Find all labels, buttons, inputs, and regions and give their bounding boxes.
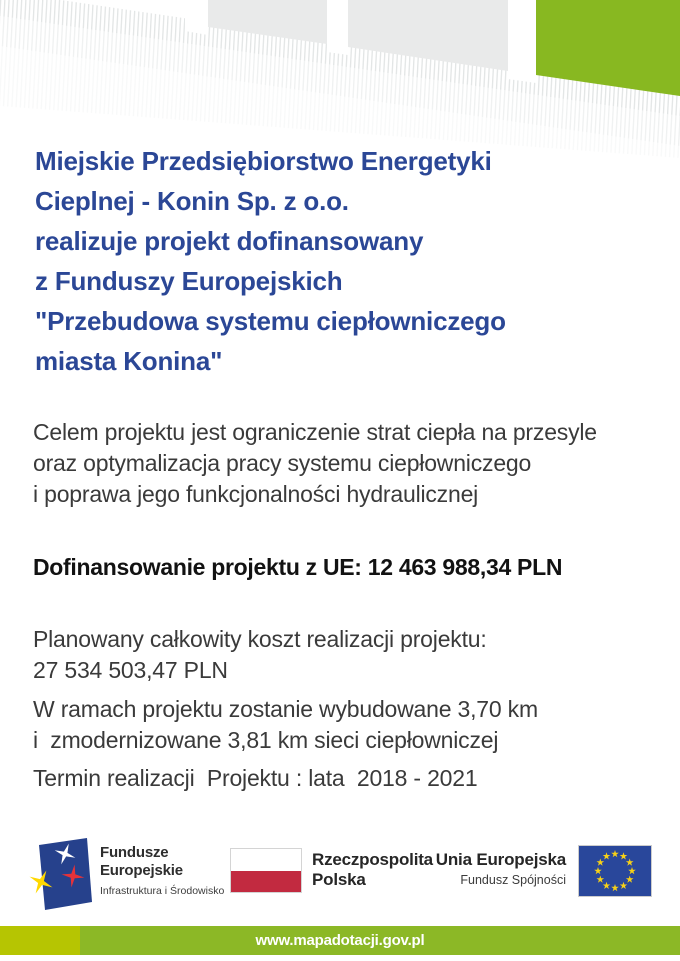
eu-subtitle: Fundusz Spójności — [460, 873, 566, 887]
fe-subtitle: Infrastruktura i Środowisko — [100, 885, 225, 897]
unia-europejska-label — [400, 850, 566, 887]
poland-flag-white-stripe — [231, 849, 301, 871]
eu-funding-amount: Dofinansowanie projektu z UE: 12 463 988,34 PLN — [33, 554, 563, 580]
poland-flag-icon — [230, 848, 302, 893]
logo-strip — [0, 830, 680, 922]
project-goal-text — [33, 417, 597, 510]
fe-title-line: Europejskie — [100, 862, 183, 879]
title-line: miasta Konina" — [35, 346, 223, 376]
goal-line: oraz optymalizacja pracy systemu ciepłowniczego — [33, 450, 532, 476]
project-term-text: Termin realizacji Projektu : lata 2018 - 2021 — [33, 765, 478, 791]
title-line: Cieplnej - Konin Sp. z o.o. — [35, 186, 349, 216]
fundusze-europejskie-flag-icon — [26, 836, 94, 914]
pl-label-line: Polska — [312, 870, 366, 889]
fe-title-line: Fundusze — [100, 844, 169, 861]
project-title — [35, 141, 506, 381]
poland-flag-red-stripe — [231, 871, 301, 893]
cost-line: Planowany całkowity koszt realizacji projektu: — [33, 626, 487, 652]
title-line: realizuje projekt dofinansowany — [35, 226, 424, 256]
total-cost-text — [33, 624, 487, 686]
goal-line: Celem projektu jest ograniczenie strat ciepła na przesyle — [33, 419, 597, 445]
title-line: z Funduszy Europejskich — [35, 266, 343, 296]
goal-line: i poprawa jego funkcjonalności hydraulicznej — [33, 481, 479, 507]
fe-flag-shape — [39, 838, 92, 910]
project-scope-text — [33, 694, 538, 756]
footer-url: www.mapadotacji.gov.pl — [255, 932, 425, 949]
title-line: "Przebudowa systemu ciepłowniczego — [35, 306, 506, 336]
scope-line: i zmodernizowane 3,81 km sieci ciepłowniczej — [33, 727, 499, 753]
eu-title: Unia Europejska — [435, 850, 566, 869]
cost-line: 27 534 503,47 PLN — [33, 657, 228, 683]
footer-bar — [0, 926, 680, 955]
header-decoration — [0, 0, 680, 158]
scope-line: W ramach projektu zostanie wybudowane 3,70 km — [33, 696, 538, 722]
fundusze-europejskie-label — [100, 844, 224, 897]
pl-label-line: Rzeczpospolita — [312, 850, 433, 869]
title-line: Miejskie Przedsiębiorstwo Energetyki — [35, 146, 492, 176]
eu-flag-icon — [578, 845, 652, 897]
